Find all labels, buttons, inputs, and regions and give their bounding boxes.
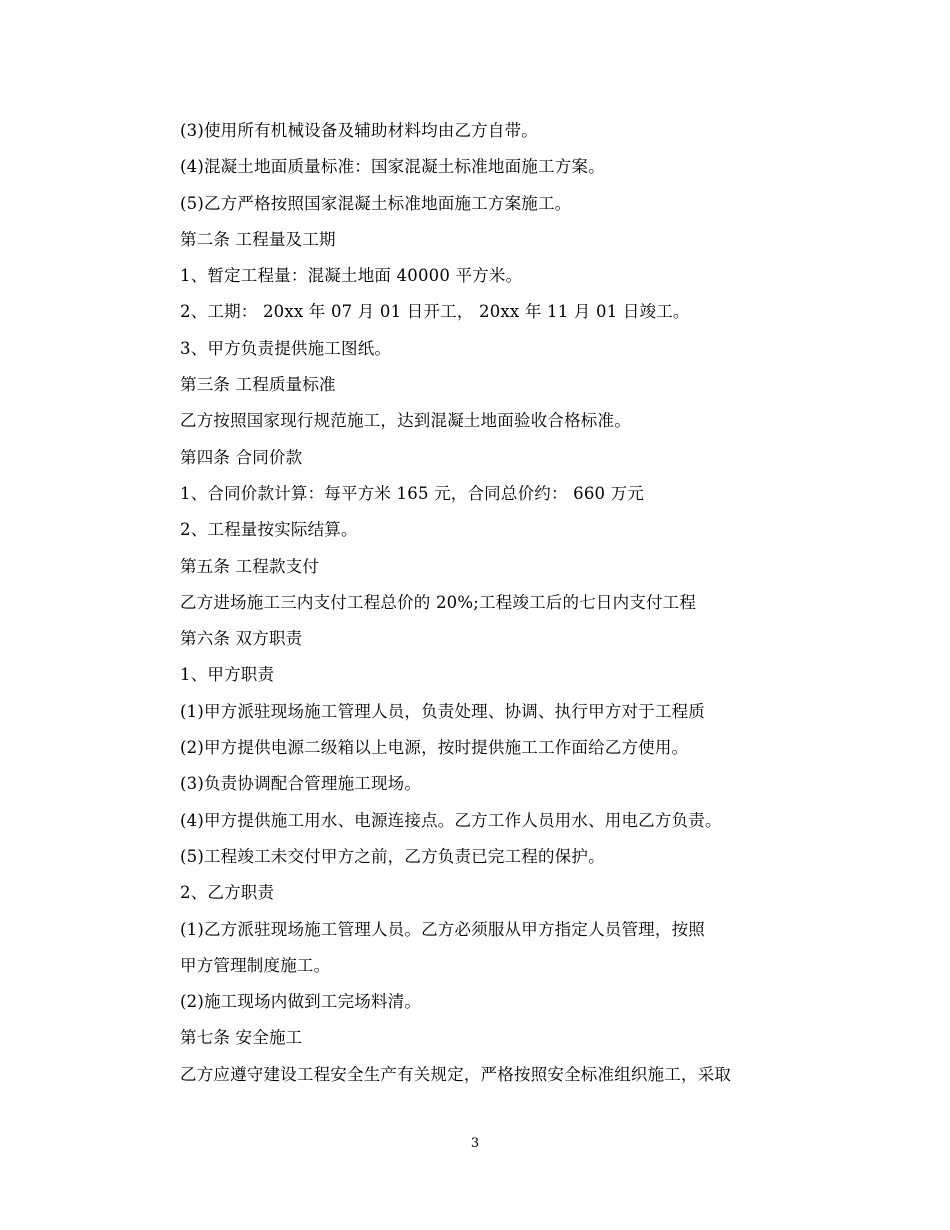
text-line: 2、工程量按实际结算。 [180, 520, 358, 540]
text-line: 乙方按照国家现行规范施工，达到混凝土地面验收合格标准。 [180, 411, 631, 431]
text-line: 1、暂定工程量：混凝土地面 40000 平方米。 [180, 266, 523, 286]
text-line: (1)甲方派驻现场施工管理人员，负责处理、协调、执行甲方对于工程质 [180, 701, 705, 721]
text-line: (4)甲方提供施工用水、电源连接点。乙方工作人员用水、用电乙方负责。 [180, 810, 722, 830]
text-line: 2、工期： 20xx 年 07 月 01 日开工， 20xx 年 11 月 01 日竣工。 [180, 302, 690, 322]
text-line: 1、合同价款计算：每平方米 165 元，合同总价约： 660 万元 [180, 483, 645, 503]
section-heading: 第七条 安全施工 [180, 1028, 303, 1048]
text-line: (3)使用所有机械设备及辅助材料均由乙方自带。 [180, 121, 538, 140]
text-line: (4)混凝土地面质量标准：国家混凝土标准地面施工方案。 [180, 157, 605, 177]
section-heading: 第六条 双方职责 [180, 629, 303, 649]
text-line: (5)乙方严格按照国家混凝土标准地面施工方案施工。 [180, 193, 572, 213]
text-line: 甲方管理制度施工。 [180, 955, 331, 975]
subsection-heading: 1、甲方职责 [180, 665, 275, 685]
text-line: (2)施工现场内做到工完场料清。 [180, 992, 422, 1012]
page-number: 3 [470, 1136, 480, 1151]
section-heading: 第四条 合同价款 [180, 447, 303, 467]
text-line: 3、甲方负责提供施工图纸。 [180, 338, 392, 358]
text-line: (5)工程竣工未交付甲方之前，乙方负责已完工程的保护。 [180, 846, 605, 866]
section-heading: 第二条 工程量及工期 [180, 229, 336, 249]
section-heading: 第五条 工程款支付 [180, 556, 320, 576]
text-line: (2)甲方提供电源二级箱以上电源，按时提供施工工作面给乙方使用。 [180, 738, 689, 758]
section-heading: 第三条 工程质量标准 [180, 375, 336, 395]
subsection-heading: 2、乙方职责 [180, 883, 275, 903]
text-line: (1)乙方派驻现场施工管理人员。乙方必须服从甲方指定人员管理，按照 [180, 919, 705, 939]
text-line: (3)负责协调配合管理施工现场。 [180, 774, 422, 794]
text-line: 乙方进场施工三内支付工程总价的 20%;工程竣工后的七日内支付工程 [180, 592, 697, 612]
text-line: 乙方应遵守建设工程安全生产有关规定，严格按照安全标准组织施工，采取 [180, 1064, 732, 1084]
document-body [180, 113, 820, 1093]
